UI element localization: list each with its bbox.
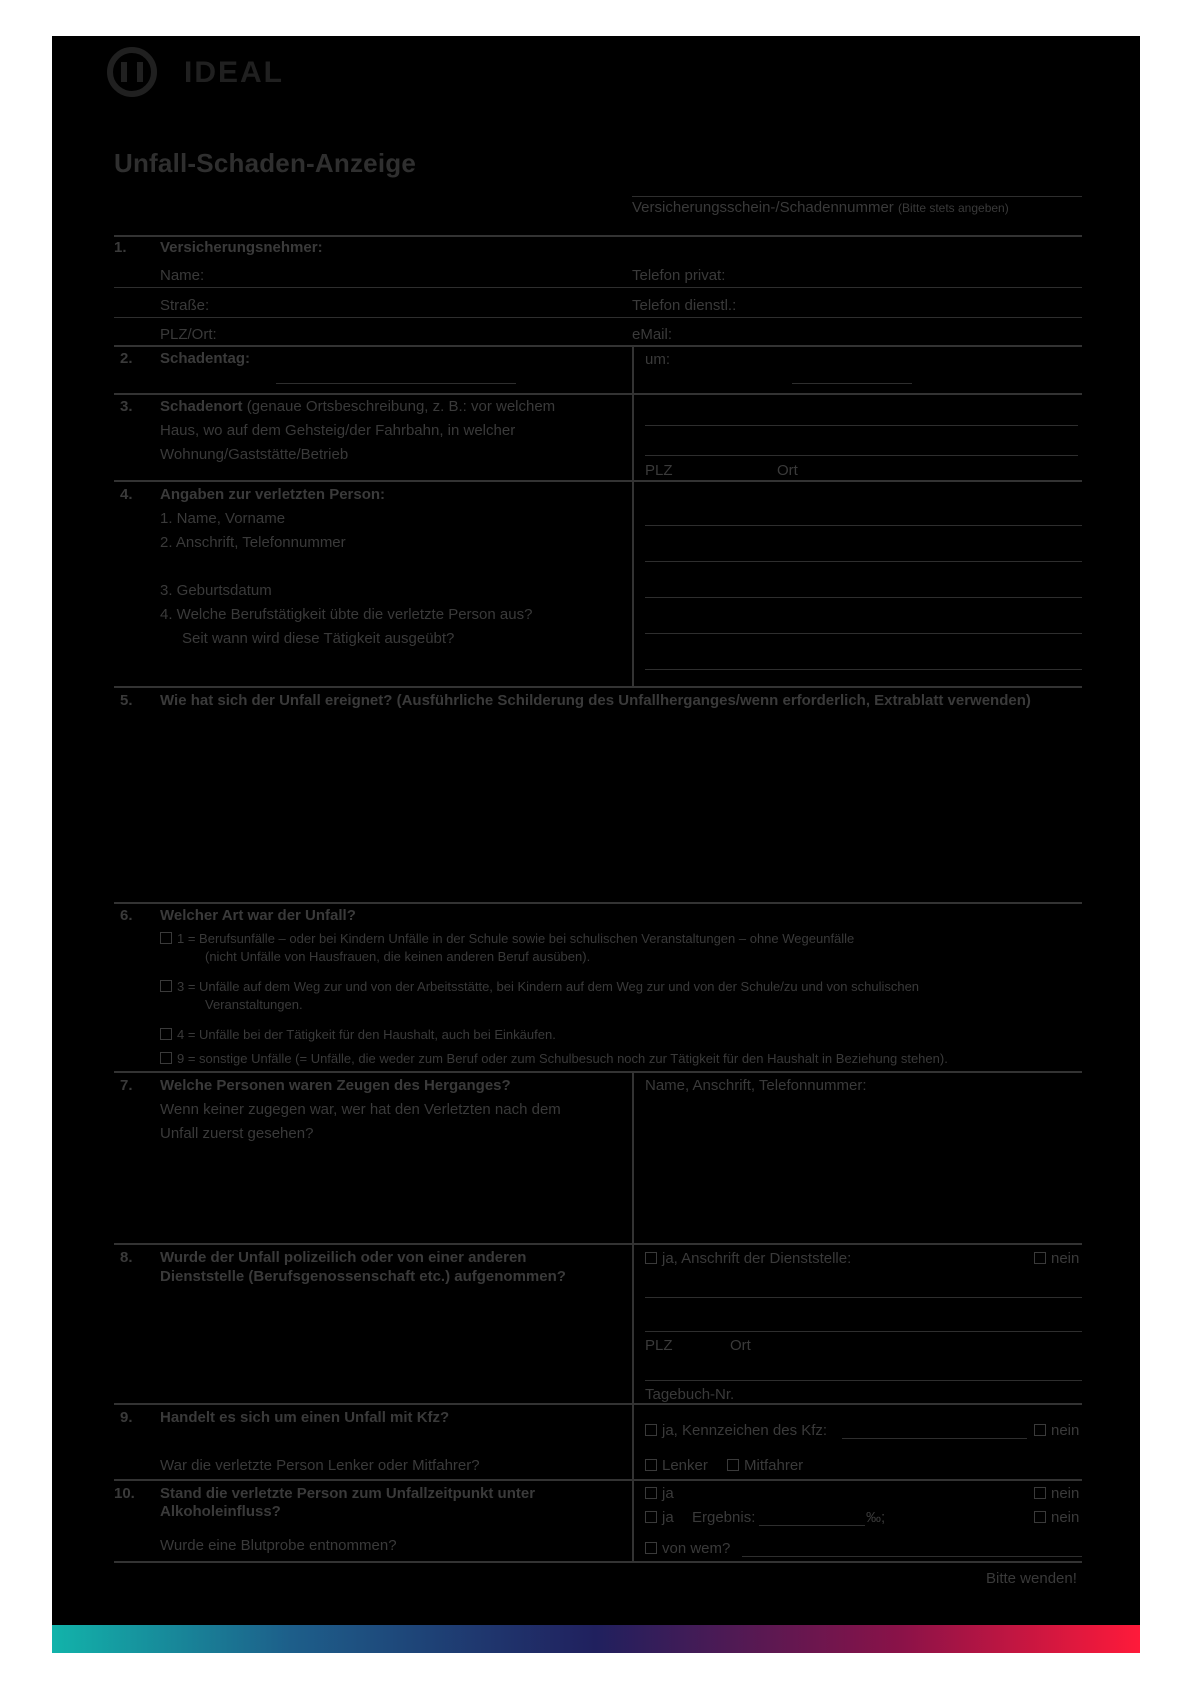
section-10-top-rule bbox=[114, 1479, 1082, 1481]
s3-line-1: Schadenort (genaue Ortsbeschreibung, z. B.: vor welchem bbox=[160, 398, 556, 415]
s7-line-2: Wenn keiner zugegen war, wer hat den Verletzten nach dem bbox=[160, 1101, 561, 1118]
location-field-2[interactable] bbox=[645, 455, 1078, 456]
authority-address-field-1[interactable] bbox=[645, 1297, 1082, 1298]
accident-type-option-3-note: Veranstaltungen. bbox=[205, 997, 303, 1012]
checkbox[interactable] bbox=[645, 1459, 657, 1471]
section-7-top-rule bbox=[114, 1071, 1082, 1073]
location-field-1[interactable] bbox=[645, 425, 1078, 426]
section-2-top-rule bbox=[114, 345, 1082, 347]
authority-ort-label: Ort bbox=[730, 1337, 751, 1354]
checkbox[interactable] bbox=[160, 980, 172, 992]
s1-row-rule bbox=[114, 287, 1082, 288]
blood-test-yes-option[interactable]: ja bbox=[645, 1509, 674, 1526]
column-divider bbox=[632, 345, 634, 686]
s10-number: 10. bbox=[114, 1485, 135, 1502]
person-field-3[interactable] bbox=[645, 597, 1082, 598]
diary-number-label: Tagebuch-Nr. bbox=[645, 1386, 735, 1403]
s8-number: 8. bbox=[120, 1249, 133, 1266]
checkbox[interactable] bbox=[1034, 1424, 1046, 1436]
authority-address-field-2[interactable] bbox=[645, 1331, 1082, 1332]
s3-line-2: Haus, wo auf dem Gehsteig/der Fahrbahn, in welcher bbox=[160, 422, 516, 439]
accident-type-option-9[interactable]: 9 = sonstige Unfälle (= Unfälle, die weder zum Beruf oder zum Schulbesuch noch zur Tätigkeit für den Haushalt in Beziehung stehen). bbox=[160, 1051, 948, 1066]
section-1-top-rule bbox=[114, 235, 1082, 237]
page-title: Unfall-Schaden-Anzeige bbox=[114, 148, 416, 178]
checkbox[interactable] bbox=[727, 1459, 739, 1471]
s9-heading: Handelt es sich um einen Unfall mit Kfz? bbox=[160, 1409, 450, 1426]
s4-item-3: 3. Geburtsdatum bbox=[160, 582, 272, 599]
form-bottom-rule bbox=[114, 1561, 1082, 1563]
blood-test-by-whom-field[interactable] bbox=[742, 1556, 1082, 1557]
s4-item-1: 1. Name, Vorname bbox=[160, 510, 286, 527]
checkbox[interactable] bbox=[645, 1487, 657, 1499]
policy-number-label: Versicherungsschein-/Schadennummer (Bitte stets angeben) bbox=[632, 199, 1009, 216]
person-field-5[interactable] bbox=[645, 669, 1082, 670]
checkbox[interactable] bbox=[645, 1424, 657, 1436]
s3-number: 3. bbox=[120, 398, 133, 415]
s1-row-rule bbox=[114, 317, 1082, 318]
footer-gradient-bar bbox=[52, 1625, 1140, 1653]
section-3-top-rule bbox=[114, 393, 1082, 395]
checkbox[interactable] bbox=[645, 1511, 657, 1523]
location-plz-label: PLZ bbox=[645, 462, 673, 479]
s6-heading: Welcher Art war der Unfall? bbox=[160, 907, 356, 924]
police-no-option[interactable]: nein bbox=[1034, 1250, 1079, 1267]
accident-time-field[interactable] bbox=[792, 383, 912, 384]
section-4-top-rule bbox=[114, 480, 1082, 482]
accident-type-option-1-note: (nicht Unfälle von Hausfrauen, die keinen anderen Beruf ausüben). bbox=[205, 949, 591, 964]
s6-number: 6. bbox=[120, 907, 133, 924]
passenger-option[interactable]: Mitfahrer bbox=[727, 1457, 803, 1474]
s9-question: War die verletzte Person Lenker oder Mitfahrer? bbox=[160, 1457, 480, 1474]
s4-heading: Angaben zur verletzten Person: bbox=[160, 486, 386, 503]
checkbox[interactable] bbox=[1034, 1511, 1046, 1523]
checkbox[interactable] bbox=[1034, 1487, 1046, 1499]
s5-number: 5. bbox=[120, 692, 133, 709]
section-5-top-rule bbox=[114, 686, 1082, 688]
company-logo bbox=[104, 44, 304, 100]
s7-line-3: Unfall zuerst gesehen? bbox=[160, 1125, 314, 1142]
phone-private-label: Telefon privat: bbox=[632, 267, 726, 284]
s2-number: 2. bbox=[120, 350, 133, 367]
alcohol-yes-option[interactable]: ja bbox=[645, 1485, 674, 1502]
s10-question: Wurde eine Blutprobe entnommen? bbox=[160, 1537, 397, 1554]
driver-option[interactable]: Lenker bbox=[645, 1457, 708, 1474]
s9-number: 9. bbox=[120, 1409, 133, 1426]
police-yes-option[interactable]: ja, Anschrift der Dienststelle: bbox=[645, 1250, 851, 1267]
s4-item-2: 2. Anschrift, Telefonnummer bbox=[160, 534, 346, 551]
logo-text: IDEAL bbox=[184, 56, 284, 89]
s7-heading: Welche Personen waren Zeugen des Herganges? bbox=[160, 1077, 511, 1094]
s10-heading-2: Alkoholeinfluss? bbox=[160, 1503, 281, 1520]
section-9-top-rule bbox=[114, 1403, 1082, 1405]
s10-heading-1: Stand die verletzte Person zum Unfallzeitpunkt unter bbox=[160, 1485, 536, 1502]
turn-over-note: Bitte wenden! bbox=[986, 1570, 1077, 1587]
blood-test-by-whom[interactable]: von wem? bbox=[645, 1540, 730, 1557]
accident-type-option-1[interactable]: 1 = Berufsunfälle – oder bei Kindern Unfälle in der Schule sowie bei schulischen Veranstaltungen – ohne Wegeunfälle bbox=[160, 931, 854, 946]
license-plate-field[interactable] bbox=[842, 1438, 1027, 1439]
s8-heading-2: Dienststelle (Berufsgenossenschaft etc.) aufgenommen? bbox=[160, 1268, 566, 1285]
diary-number-field[interactable] bbox=[645, 1380, 1082, 1381]
checkbox[interactable] bbox=[160, 1052, 172, 1064]
blood-test-result-field[interactable] bbox=[759, 1525, 865, 1526]
permille-label: ‰; bbox=[866, 1509, 886, 1526]
authority-plz-label: PLZ bbox=[645, 1337, 673, 1354]
s7-number: 7. bbox=[120, 1077, 133, 1094]
s2-heading: Schadentag: bbox=[160, 350, 251, 367]
city-label: PLZ/Ort: bbox=[160, 326, 217, 343]
person-field-1[interactable] bbox=[645, 525, 1082, 526]
s3-line-3: Wohnung/Gaststätte/Betrieb bbox=[160, 446, 349, 463]
checkbox[interactable] bbox=[645, 1252, 657, 1264]
s1-heading: Versicherungsnehmer: bbox=[160, 239, 323, 256]
street-label: Straße: bbox=[160, 297, 210, 314]
checkbox[interactable] bbox=[645, 1542, 657, 1554]
s4-item-4-sub: Seit wann wird diese Tätigkeit ausgeübt? bbox=[182, 630, 455, 647]
email-label: eMail: bbox=[632, 326, 673, 343]
phone-work-label: Telefon dienstl.: bbox=[632, 297, 737, 314]
checkbox[interactable] bbox=[1034, 1252, 1046, 1264]
section-6-top-rule bbox=[114, 902, 1082, 904]
vehicle-no-option[interactable]: nein bbox=[1034, 1422, 1079, 1439]
blood-test-no-option[interactable]: nein bbox=[1034, 1509, 1079, 1526]
policyholder-name-label: Name: bbox=[160, 267, 205, 284]
s5-heading: Wie hat sich der Unfall ereignet? (Ausführliche Schilderung des Unfallherganges/wenn erforderlich, Extrablatt verwenden) bbox=[160, 692, 1031, 709]
witness-label: Name, Anschrift, Telefonnummer: bbox=[645, 1077, 867, 1094]
accident-type-option-3[interactable]: 3 = Unfälle auf dem Weg zur und von der Arbeitsstätte, bei Kindern auf dem Weg zur und von der Schule/zu und von schulischen bbox=[160, 979, 919, 994]
location-ort-label: Ort bbox=[777, 462, 798, 479]
policy-number-line bbox=[632, 196, 1082, 197]
accident-time-label: um: bbox=[645, 351, 671, 368]
column-divider bbox=[632, 1071, 634, 1561]
s1-number: 1. bbox=[114, 239, 127, 256]
s4-item-4: 4. Welche Berufstätigkeit übte die verletzte Person aus? bbox=[160, 606, 533, 623]
vehicle-yes-option[interactable]: ja, Kennzeichen des Kfz: bbox=[645, 1422, 827, 1439]
checkbox[interactable] bbox=[160, 1028, 172, 1040]
blood-test-result-label: Ergebnis: bbox=[692, 1509, 756, 1526]
checkbox[interactable] bbox=[160, 932, 172, 944]
alcohol-no-option[interactable]: nein bbox=[1034, 1485, 1079, 1502]
logo-emblem-icon bbox=[104, 44, 168, 100]
person-field-4[interactable] bbox=[645, 633, 1082, 634]
accident-description-area[interactable] bbox=[160, 716, 1080, 896]
s8-heading-1: Wurde der Unfall polizeilich oder von einer anderen bbox=[160, 1249, 527, 1266]
accident-type-option-4[interactable]: 4 = Unfälle bei der Tätigkeit für den Haushalt, auch bei Einkäufen. bbox=[160, 1027, 556, 1042]
accident-date-field[interactable] bbox=[276, 383, 516, 384]
section-8-top-rule bbox=[114, 1243, 1082, 1245]
s4-number: 4. bbox=[120, 486, 133, 503]
person-field-2[interactable] bbox=[645, 561, 1082, 562]
